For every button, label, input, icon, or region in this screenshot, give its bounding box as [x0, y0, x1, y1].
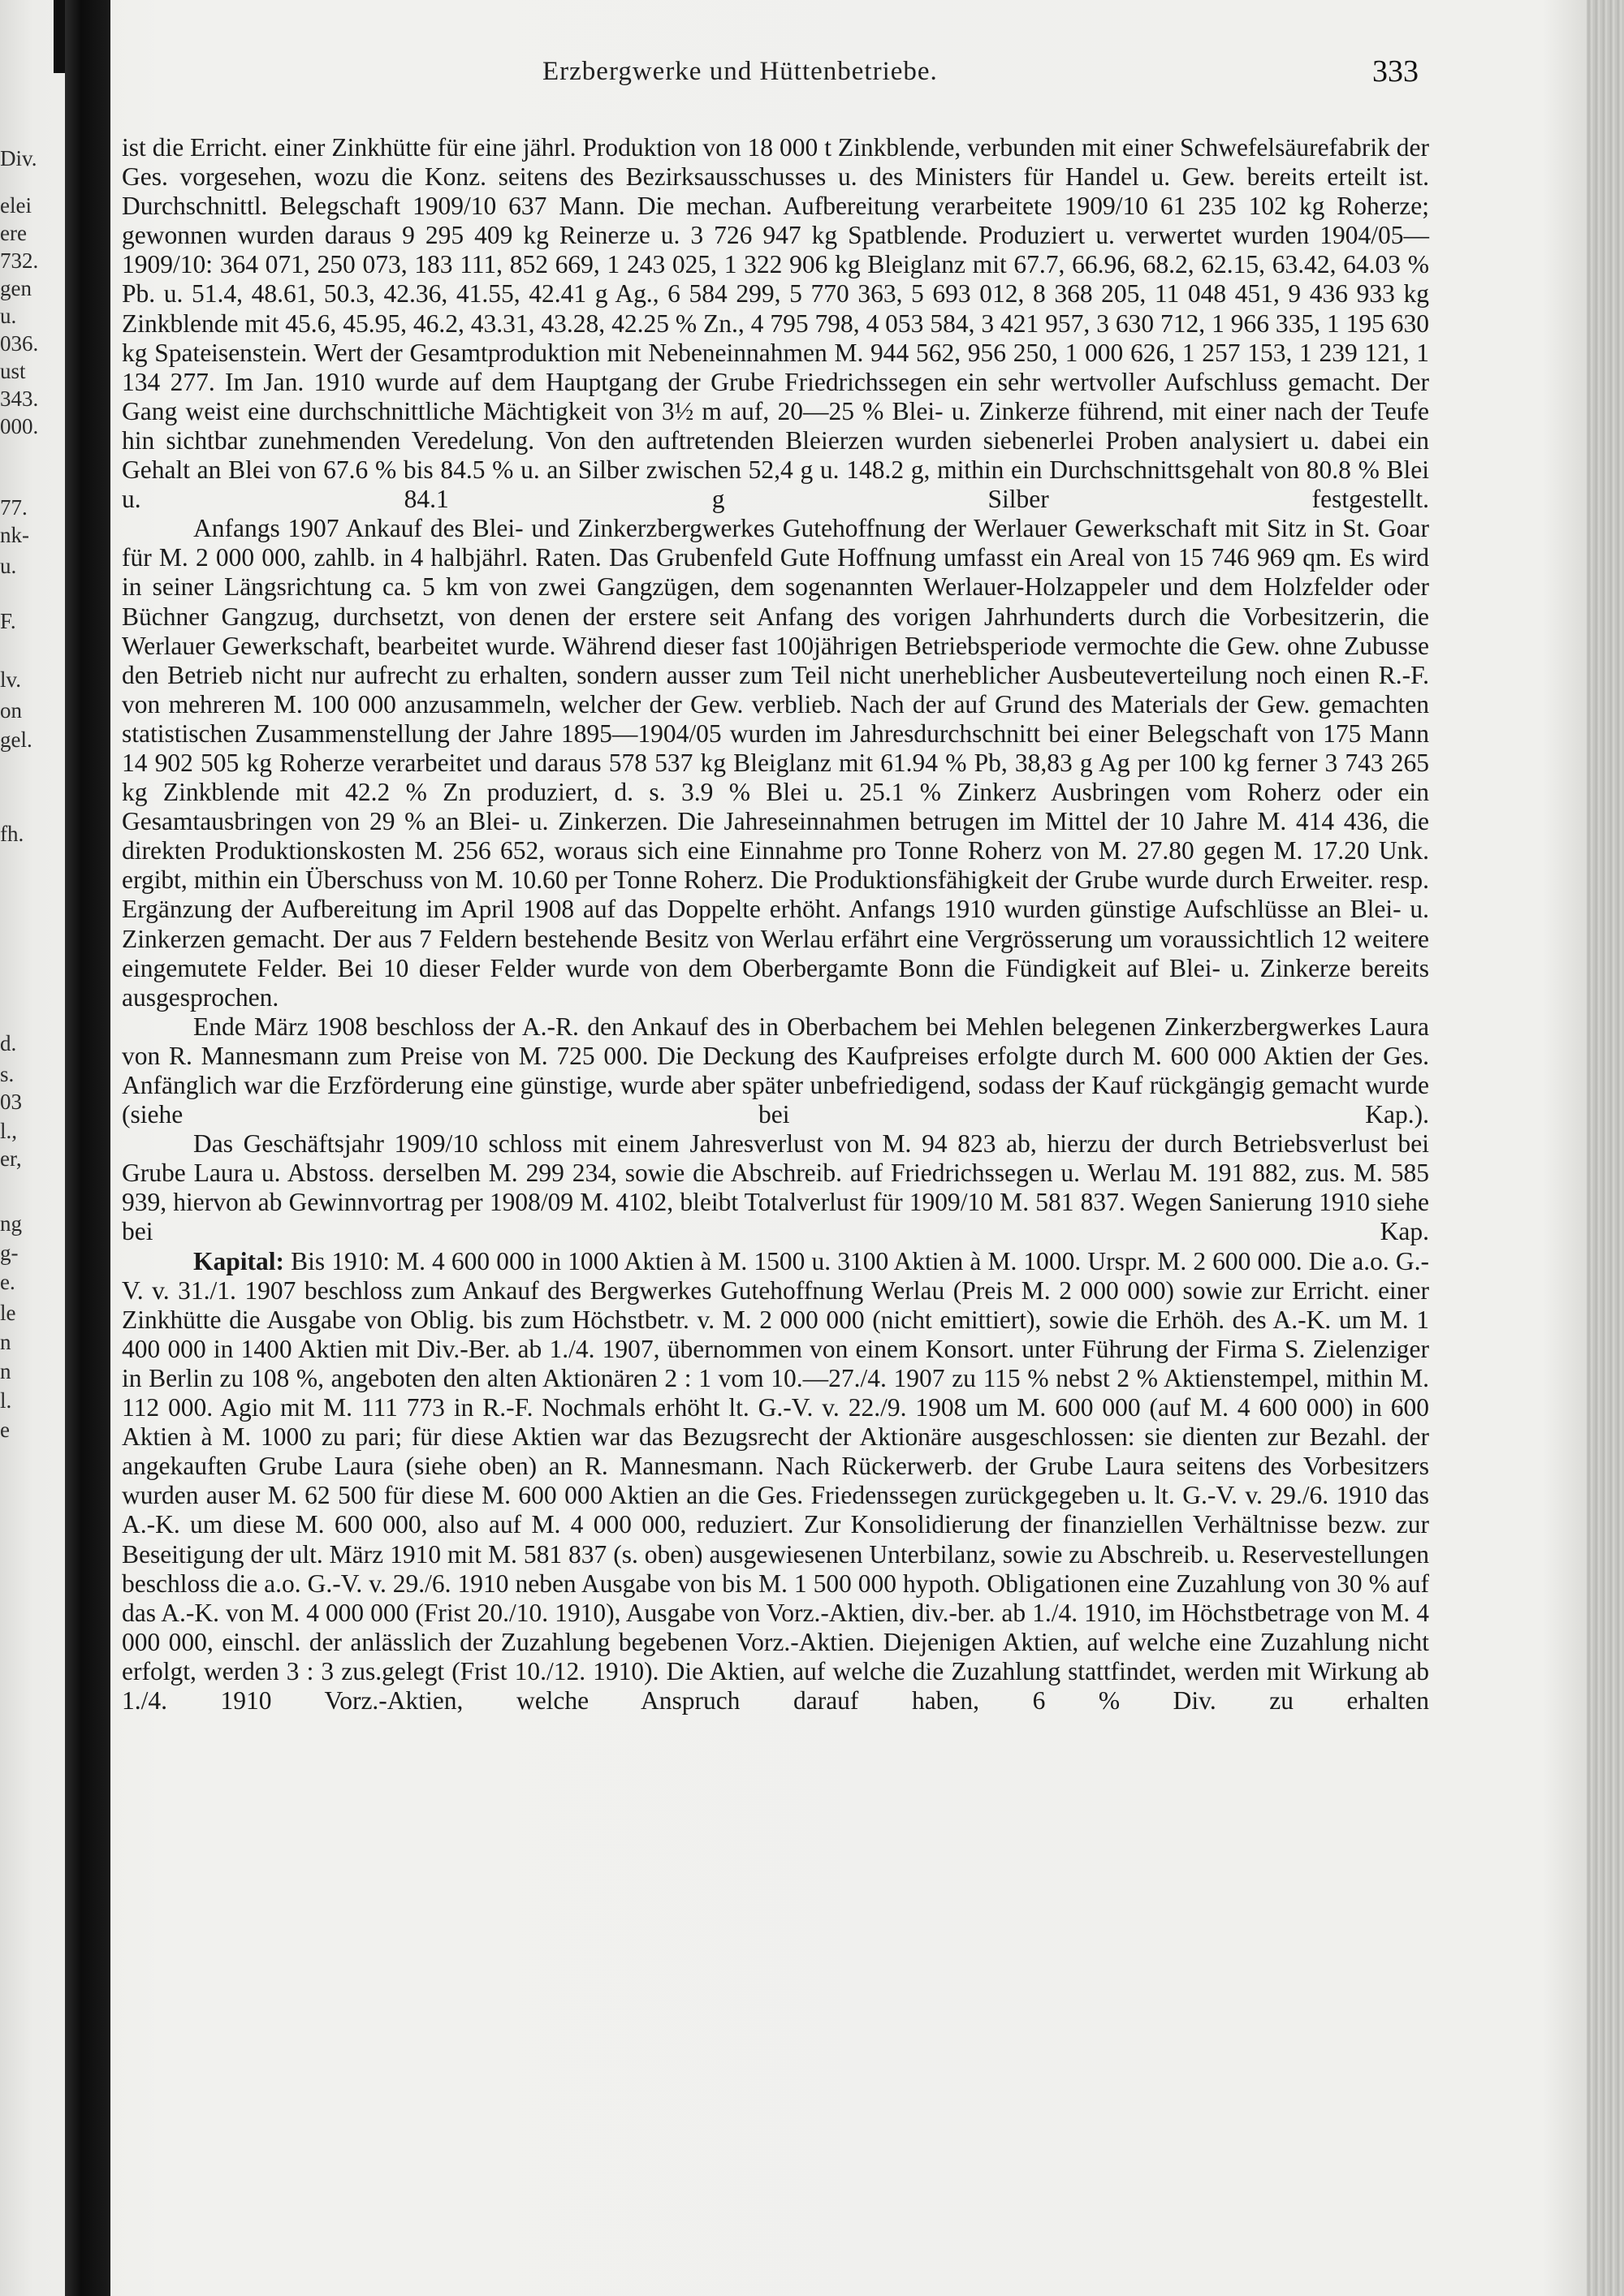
running-title: Erzbergwerke und Hüttenbetriebe.	[542, 57, 938, 86]
page-number: 333	[1372, 54, 1419, 88]
fragment: 036.	[0, 331, 39, 356]
fragment: ere	[0, 221, 27, 245]
fragment: u.	[0, 304, 17, 328]
paragraph-kapital	[122, 1247, 1429, 1716]
fragment: lv.	[0, 667, 21, 692]
fragment: fh.	[0, 822, 24, 846]
fragment: gel.	[0, 727, 32, 752]
fragment: 000.	[0, 414, 39, 438]
paragraph-text: Bis 1910: M. 4 600 000 in 1000 Aktien à M. 1500 u. 3100 Aktien à M. 1000. Urspr. M. 2 600 000. Die a.o. G.-V. v. 31./1. 1907 beschloss zum Ankauf des Bergwerkes Gutehoffnung Werlau (Preis M. 2 000 000) sowie zur Erricht. einer Zinkhütte die Ausgabe von Oblig. bis zum Höchstbetr. v. M. 2 000 000 (nicht emittiert), sowie die Erhöh. des A.-K. um M. 1 400 000 in 1400 Aktien mit Div.-Ber. ab 1./4. 1907, übernommen von einem Konsort. unter Führung der Firma S. Zielenziger in Berlin zu 108 %, angeboten den alten Aktionären 2 : 1 vom 10.—27./4. 1907 zu 115 % nebst 2 % Aktienstempel, mithin M. 112 000. Agio mit M. 111 773 in R.-F. Nochmals erhöht lt. G.-V. v. 22./9. 1908 um M. 600 000 (auf M. 4 600 000) in 600 Aktien à M. 1000 zu pari; für diese Aktien war das Bezugsrecht der Aktionäre ausgeschlossen: sie dienten zur Bezahl. der angekauften Grube Laura (siehe oben) an R. Mannesmann. Nach Rückerwerb. der Grube Laura seitens des Vorbesitzers wurden auser M. 62 500 für diese M. 600 000 Aktien an die Ges. Friedenssegen zurückgegeben u. lt. G.-V. v. 29./6. 1910 das A.-K. um diese M. 600 000, also auf M. 4 000 000, reduziert. Zur Konsolidierung der finanziellen Verhältnisse bezw. zur Beseitigung der ult. März 1910 mit M. 581 837 (s. oben) ausgewiesenen Unterbilanz, sowie zu Abschreib. u. Reservestellungen beschloss die a.o. G.-V. v. 29./6. 1910 neben Ausgabe von bis M. 1 500 000 hypoth. Obligationen eine Zuzahlung von 30 % auf das A.-K. von M. 4 000 000 (Frist 20./10. 1910), Ausgabe von Vorz.-Aktien, div.-ber. ab 1./4. 1910, im Höchstbetrage von M. 4 000 000, einschl. der anlässlich der Zuzahlung begebenen Vorz.-Aktien. Diejenigen Aktien, auf welche eine Zuzahlung nicht erfolgt, werden 3 : 3 zus.gelegt (Frist 10./12. 1910). Die Aktien, auf welche die Zuzahlung stattfindet, werden mit Wirkung ab 1./4. 1910 Vorz.-Aktien, welche Anspruch darauf haben, 6 % Div. zu erhalten	[122, 1246, 1429, 1715]
fragment: d.	[0, 1031, 17, 1055]
book-binding-gutter	[65, 0, 110, 2296]
fragment: 732.	[0, 248, 39, 273]
main-text	[122, 133, 1429, 1716]
fragment: 03	[0, 1090, 22, 1114]
fragment: elei	[0, 193, 32, 218]
section-label: Kapital:	[193, 1246, 285, 1275]
fragment: F.	[0, 609, 16, 633]
previous-page-fragments	[0, 122, 63, 2151]
paragraph: Ende März 1908 beschloss der A.-R. den Ankauf des in Oberbachem bei Mehlen belegenen Zinkerzbergwerkes Laura von R. Mannesmann zum Preise von M. 725 000. Die Deckung des Kaufpreises erfolgte durch M. 600 000 Aktien der Ges. Anfänglich war die Erzförderung eine günstige, wurde aber später unbefriedigend, sodass der Kauf rückgängig gemacht wurde (siehe bei Kap.).	[122, 1012, 1429, 1129]
paragraph: Anfangs 1907 Ankauf des Blei- und Zinkerzbergwerkes Gutehoffnung der Werlauer Gewerkschaft mit Sitz in St. Goar für M. 2 000 000, zahlb. in 4 halbjährl. Raten. Das Grubenfeld Gute Hoffnung umfasst ein Areal von 15 746 969 qm. Es wird in seiner Längsrichtung ca. 5 km von zwei Gangzügen, dem sogenannten Werlauer-Holzappeler und dem Holzfelder oder Büchner Gangzug, durchsetzt, von denen der erstere seit Anfang des vorigen Jahrhunderts durch die Vorbesitzerin, die Werlauer Gewerkschaft, bearbeitet wurde. Während dieser fast 100jährigen Betriebsperiode vermochte die Gew. ohne Zubusse den Betrieb nicht nur aufrecht zu erhalten, sondern ausser zum Teil nicht unerheblicher Ausbeuteverteilung noch einen R.-F. von mehreren M. 100 000 anzusammeln, welcher der Gew. verblieb. Nach der auf Grund des Materials der Gew. gemachten statistischen Zusammenstellung der Jahre 1895—1904/05 wurden im Jahresdurchschnitt bei einer Belegschaft von 175 Mann 14 902 505 kg Roherze verarbeitet und daraus 578 537 kg Bleiglanz mit 61.94 % Pb, 38,83 g Ag per 100 kg ferner 3 743 265 kg Zinkblende mit 42.2 % Zn produziert, d. s. 3.9 % Blei u. 25.1 % Zinkerz Ausbringen vom Roherz oder ein Gesamtausbringen von 29 % an Blei- u. Zinkerzen. Die Jahreseinnahmen betrugen im Mittel der 10 Jahre M. 414 436, die direkten Produktionskosten M. 256 652, woraus sich eine Einnahme pro Tonne Roherz von M. 27.80 gegen M. 17.20 Unk. ergibt, mithin ein Überschuss von M. 10.60 per Tonne Roherz. Die Produktionsfähigkeit der Grube wurde durch Erweiter. resp. Ergänzung der Aufbereitung im April 1908 auf das Doppelte erhöht. Anfangs 1910 wurden günstige Aufschlüsse an Blei- u. Zinkerzen gemacht. Der aus 7 Feldern bestehende Besitz von Werlau erfährt eine Vergrösserung um voraussichtlich 12 weitere eingemutete Felder. Bei 10 dieser Felder wurde von dem Oberbergamte Bonn die Fündigkeit auf Blei- u. Zinkerze bereits ausgesprochen.	[122, 514, 1429, 1012]
fragment: Div.	[0, 146, 37, 170]
fragment: s.	[0, 1062, 15, 1086]
fragment: l.	[0, 1388, 12, 1413]
fragment: u.	[0, 554, 17, 578]
fragment: ust	[0, 359, 26, 383]
fragment: ng	[0, 1211, 22, 1236]
fragment: 77.	[0, 495, 28, 520]
fragment: er,	[0, 1146, 22, 1171]
fragment: g-	[0, 1241, 19, 1265]
fragment: on	[0, 698, 22, 723]
fragment: e	[0, 1418, 10, 1442]
page-edge-stack	[1587, 0, 1624, 2296]
fragment: n	[0, 1330, 11, 1354]
fragment: 343.	[0, 386, 39, 411]
fragment: e.	[0, 1270, 15, 1294]
paragraph: Das Geschäftsjahr 1909/10 schloss mit einem Jahresverlust von M. 94 823 ab, hierzu der durch Betriebsverlust bei Grube Laura u. Abstoss. derselben M. 299 234, sowie die Abschreib. auf Friedrichssegen u. Werlau M. 191 882, zus. M. 585 939, hiervon ab Gewinnvortrag per 1908/09 M. 4102, bleibt Totalverlust für 1909/10 M. 581 837. Wegen Sanierung 1910 siehe bei Kap.	[122, 1129, 1429, 1246]
paragraph: ist die Erricht. einer Zinkhütte für eine jährl. Produktion von 18 000 t Zinkblende, verbunden mit einer Schwefelsäurefabrik der Ges. vorgesehen, wozu die Konz. seitens des Bezirksausschusses u. des Ministers für Handel u. Gew. bereits erteilt ist. Durchschnittl. Belegschaft 1909/10 637 Mann. Die mechan. Aufbereitung verarbeitete 1909/10 61 235 102 kg Roherze; gewonnen wurden daraus 9 295 409 kg Reinerze u. 3 726 947 kg Spatblende. Produziert u. verwertet wurden 1904/05—1909/10: 364 071, 250 073, 183 111, 852 669, 1 243 025, 1 322 906 kg Bleiglanz mit 67.7, 66.96, 68.2, 62.15, 63.42, 64.03 % Pb. u. 51.4, 48.61, 50.3, 42.36, 41.55, 42.41 g Ag., 6 584 299, 5 770 363, 5 693 012, 8 368 205, 11 048 451, 9 436 933 kg Zinkblende mit 45.6, 45.95, 46.2, 43.31, 43.28, 42.25 % Zn., 4 795 798, 4 053 584, 3 421 957, 3 630 712, 1 966 335, 1 195 630 kg Spateisenstein. Wert der Gesamtproduktion mit Nebeneinnahmen M. 944 562, 956 250, 1 000 626, 1 257 153, 1 239 121, 1 134 277. Im Jan. 1910 wurde auf dem Hauptgang der Grube Friedrichssegen ein sehr wertvoller Aufschluss gemacht. Der Gang weist eine durchschnittliche Mächtigkeit von 3½ m auf, 20—25 % Blei- u. Zinkerze führend, mit einer nach der Teufe hin sichtbar zunehmenden Veredelung. Von den auftretenden Bleierzen wurden siebenerlei Proben analysiert u. dabei ein Gehalt an Blei von 67.6 % bis 84.5 % u. an Silber zwischen 52,4 g u. 148.2 g, mithin ein Durchschnittsgehalt von 80.8 % Blei u. 84.1 g Silber festgestellt.	[122, 133, 1429, 514]
fragment: nk-	[0, 523, 29, 547]
fragment: gen	[0, 276, 32, 300]
fragment: l.,	[0, 1119, 18, 1143]
fragment: le	[0, 1301, 16, 1325]
fragment: n	[0, 1359, 11, 1383]
